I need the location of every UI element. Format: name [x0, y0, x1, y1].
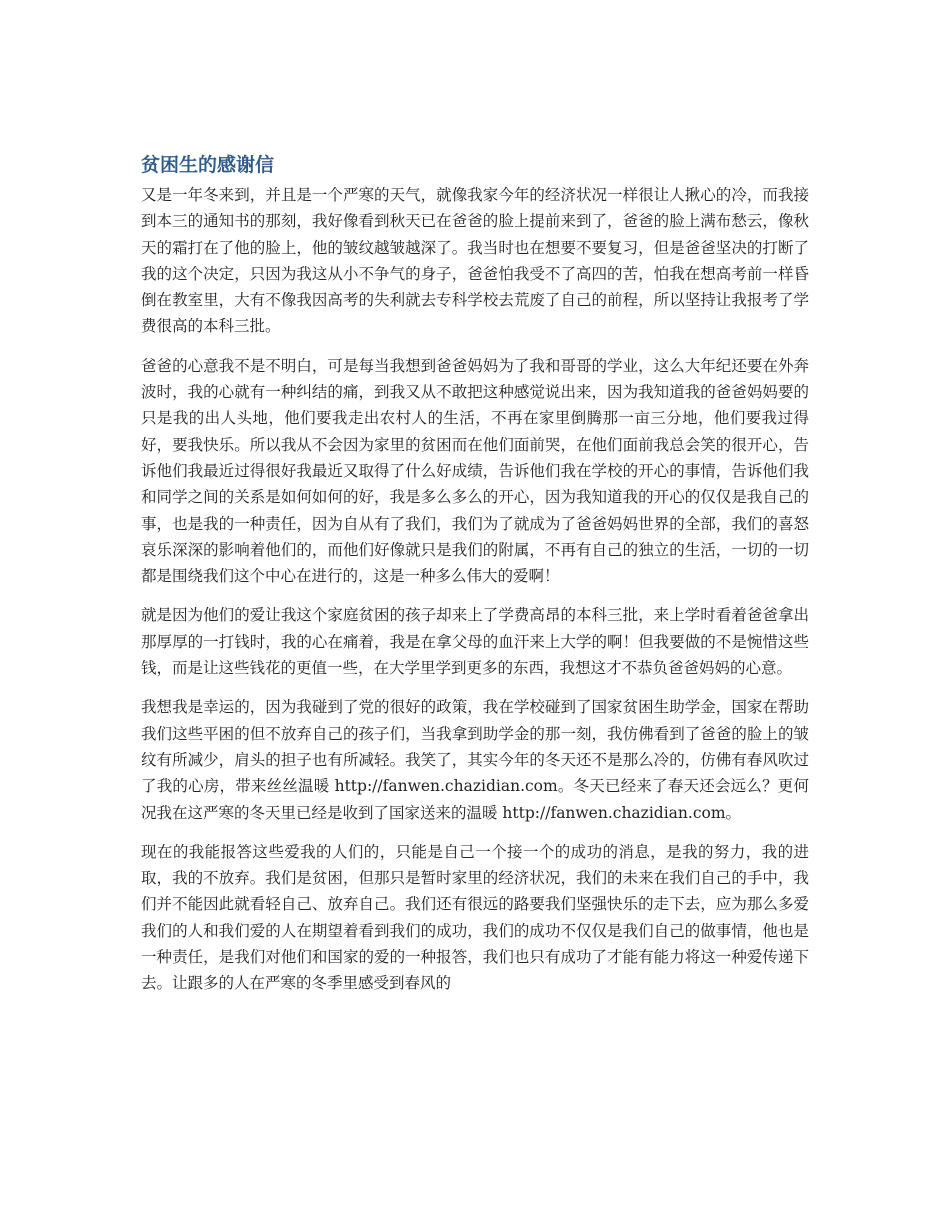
document-title: 贫困生的感谢信 [141, 154, 275, 176]
paragraph-2: 爸爸的心意我不是不明白，可是每当我想到爸爸妈妈为了我和哥哥的学业，这么大年纪还要在外奔波时，我的心就有一种纠结的痛，到我又从不敢把这种感觉说出来，因为我知道我的爸爸妈妈要的只是我的出人头地，他们要我走出农村人的生活，不再在家里倒腾那一亩三分地，他们要我过得好，要我快乐。所以我从不会因为家里的贫困而在他们面前哭，在他们面前我总会笑的很开心，告诉他们我最近过得很好我最近又取得了什么好成绩，告诉他们我在学校的开心的事情，告诉他们我和同学之间的关系是如何如何的好，我是多么多么的开心，因为我知道我的开心的仅仅是我自己的事，也是我的一种责任，因为自从有了我们，我们为了就成为了爸爸妈妈世界的全部，我们的喜怒哀乐深深的影响着他们的，而他们好像就只是我们的附属，不再有自己的独立的生活，一切的一切都是围绕我们这个中心在进行的，这是一种多么伟大的爱啊！ [141, 356, 809, 586]
document-page [141, 150, 809, 1010]
paragraph-1: 又是一年冬来到，并且是一个严寒的天气，就像我家今年的经济状况一样很让人揪心的冷，而我接到本三的通知书的那刻，我好像看到秋天已在爸爸的脸上提前来到了，爸爸的脸上满布愁云，像秋天的霜打在了他的脸上，他的皱纹越皱越深了。我当时也在想要不要复习，但是爸爸坚决的打断了我的这个决定，只因为我这从小不争气的身子，爸爸怕我受不了高四的苦，怕我在想高考前一样昏倒在教室里，大有不像我因高考的失利就去专科学校去荒废了自己的前程，所以坚持让我报考了学费很高的本科三批。 [141, 186, 809, 336]
paragraph-4: 我想我是幸运的，因为我碰到了党的很好的政策，我在学校碰到了国家贫困生助学金，国家在帮助我们这些平困的但不放弃自己的孩子们，当我拿到助学金的那一刻，我仿佛看到了爸爸的脸上的皱纹有所减少，肩头的担子也有所减轻。我笑了，其实今年的冬天还不是那么冷的，仿佛有春风吹过了我的心房，带来丝丝温暖 http://fanwen.chazidian.com。冬天已经来了春天还会远么？更何况我在这严寒的冬天里已经是收到了国家送来的温暖 http://fanwen.chazidian.com。 [141, 698, 809, 822]
paragraph-5: 现在的我能报答这些爱我的人们的，只能是自己一个接一个的成功的消息，是我的努力，我的进取，我的不放弃。我们是贫困，但那只是暂时家里的经济状况，我们的未来在我们自己的手中，我们并不能因此就看轻自己、放弃自己。我们还有很远的路要我们坚强快乐的走下去，应为那么多爱我们的人和我们爱的人在期望着看到我们的成功，我们的成功不仅仅是我们自己的做事情，他也是一种责任，是我们对他们和国家的爱的一种报答，我们也只有成功了才能有能力将这一种爱传递下去。让跟多的人在严寒的冬季里感受到春风的 [141, 842, 809, 993]
paragraph-3: 就是因为他们的爱让我这个家庭贫困的孩子却来上了学费高昂的本科三批，来上学时看着爸爸拿出那厚厚的一打钱时，我的心在痛着，我是在拿父母的血汗来上大学的啊！但我要做的不是惋惜这些钱，而是让这些钱花的更值一些，在大学里学到更多的东西，我想这才不恭负爸爸妈妈的心意。 [141, 606, 809, 678]
